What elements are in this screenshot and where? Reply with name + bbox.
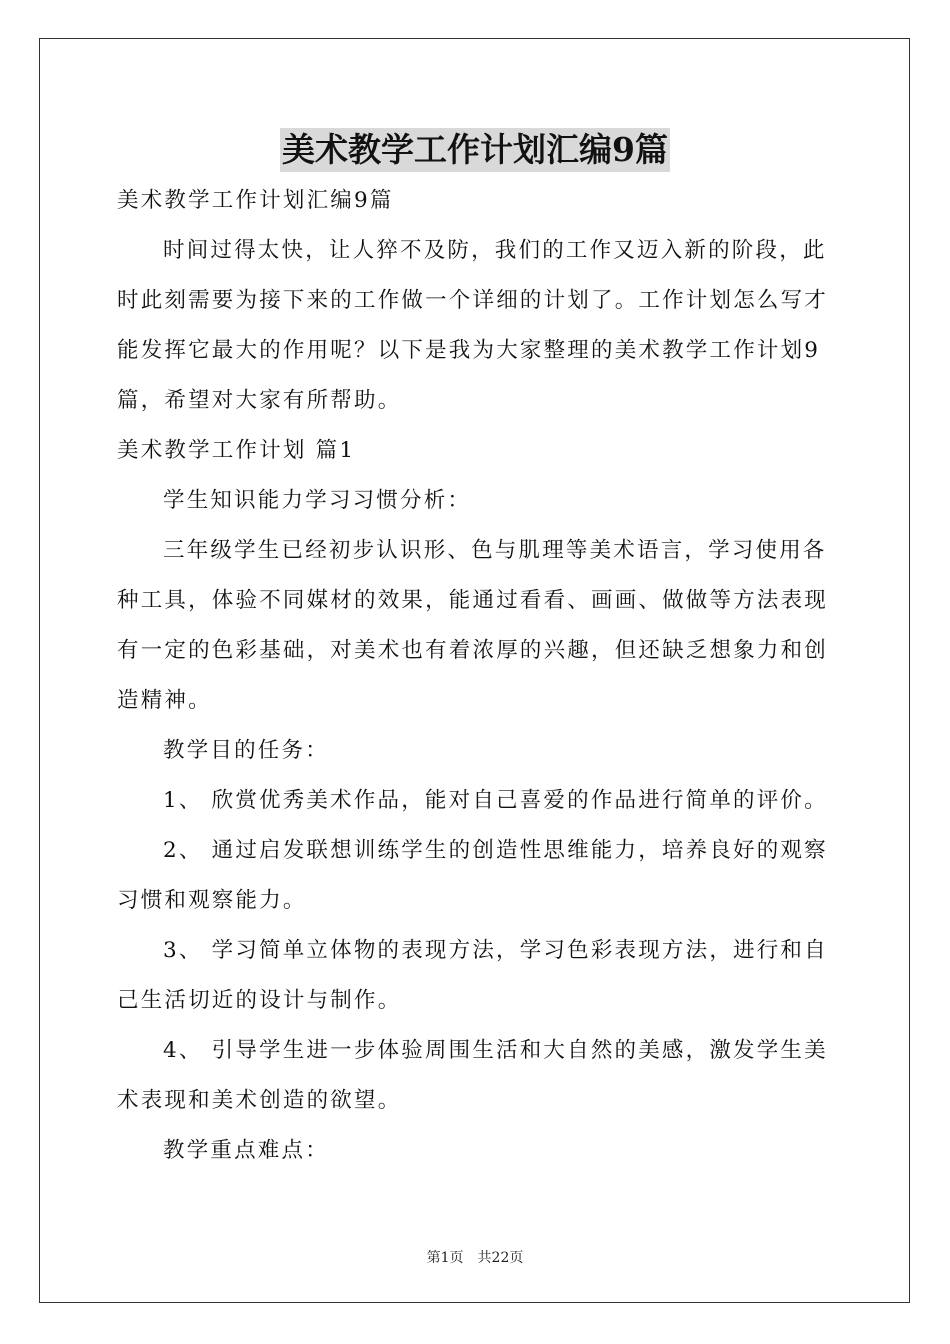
paragraph: 美术教学工作计划汇编9篇 [117, 188, 394, 213]
paragraph: 三年级学生已经初步认识形、色与肌理等美术语言，学习使用各种工具，体验不同媒材的效果，能通过看看、画画、做做等方法表现有一定的色彩基础，对美术也有着浓厚的兴趣，但还缺乏想象力和创造精神。 [117, 538, 829, 713]
page-footer [0, 1248, 950, 1268]
document-title: 美术教学工作计划汇编9篇 [280, 128, 670, 172]
paragraph: 美术教学工作计划 篇1 [117, 438, 356, 463]
paragraph: 1、 欣赏优秀美术作品，能对自己喜爱的作品进行简单的评价。 [163, 788, 828, 813]
document-body [117, 176, 837, 1176]
paragraph: 教学目的任务： [163, 738, 329, 763]
title-area [0, 128, 950, 172]
paragraph: 3、 学习简单立体物的表现方法，学习色彩表现方法，进行和自己生活切近的设计与制作。 [117, 938, 828, 1013]
paragraph: 2、 通过启发联想训练学生的创造性思维能力，培养良好的观察习惯和观察能力。 [117, 838, 828, 913]
paragraph: 学生知识能力学习习惯分析： [163, 488, 472, 513]
paragraph: 教学重点难点： [163, 1138, 329, 1163]
page-number: 第1页 共22页 [426, 1250, 524, 1266]
paragraph: 时间过得太快，让人猝不及防，我们的工作又迈入新的阶段，此时此刻需要为接下来的工作做一个详细的计划了。工作计划怎么写才能发挥它最大的作用呢？以下是我为大家整理的美术教学工作计划9篇，希望对大家有所帮助。 [117, 238, 829, 413]
paragraph: 4、 引导学生进一步体验周围生活和大自然的美感，激发学生美术表现和美术创造的欲望。 [117, 1038, 828, 1113]
